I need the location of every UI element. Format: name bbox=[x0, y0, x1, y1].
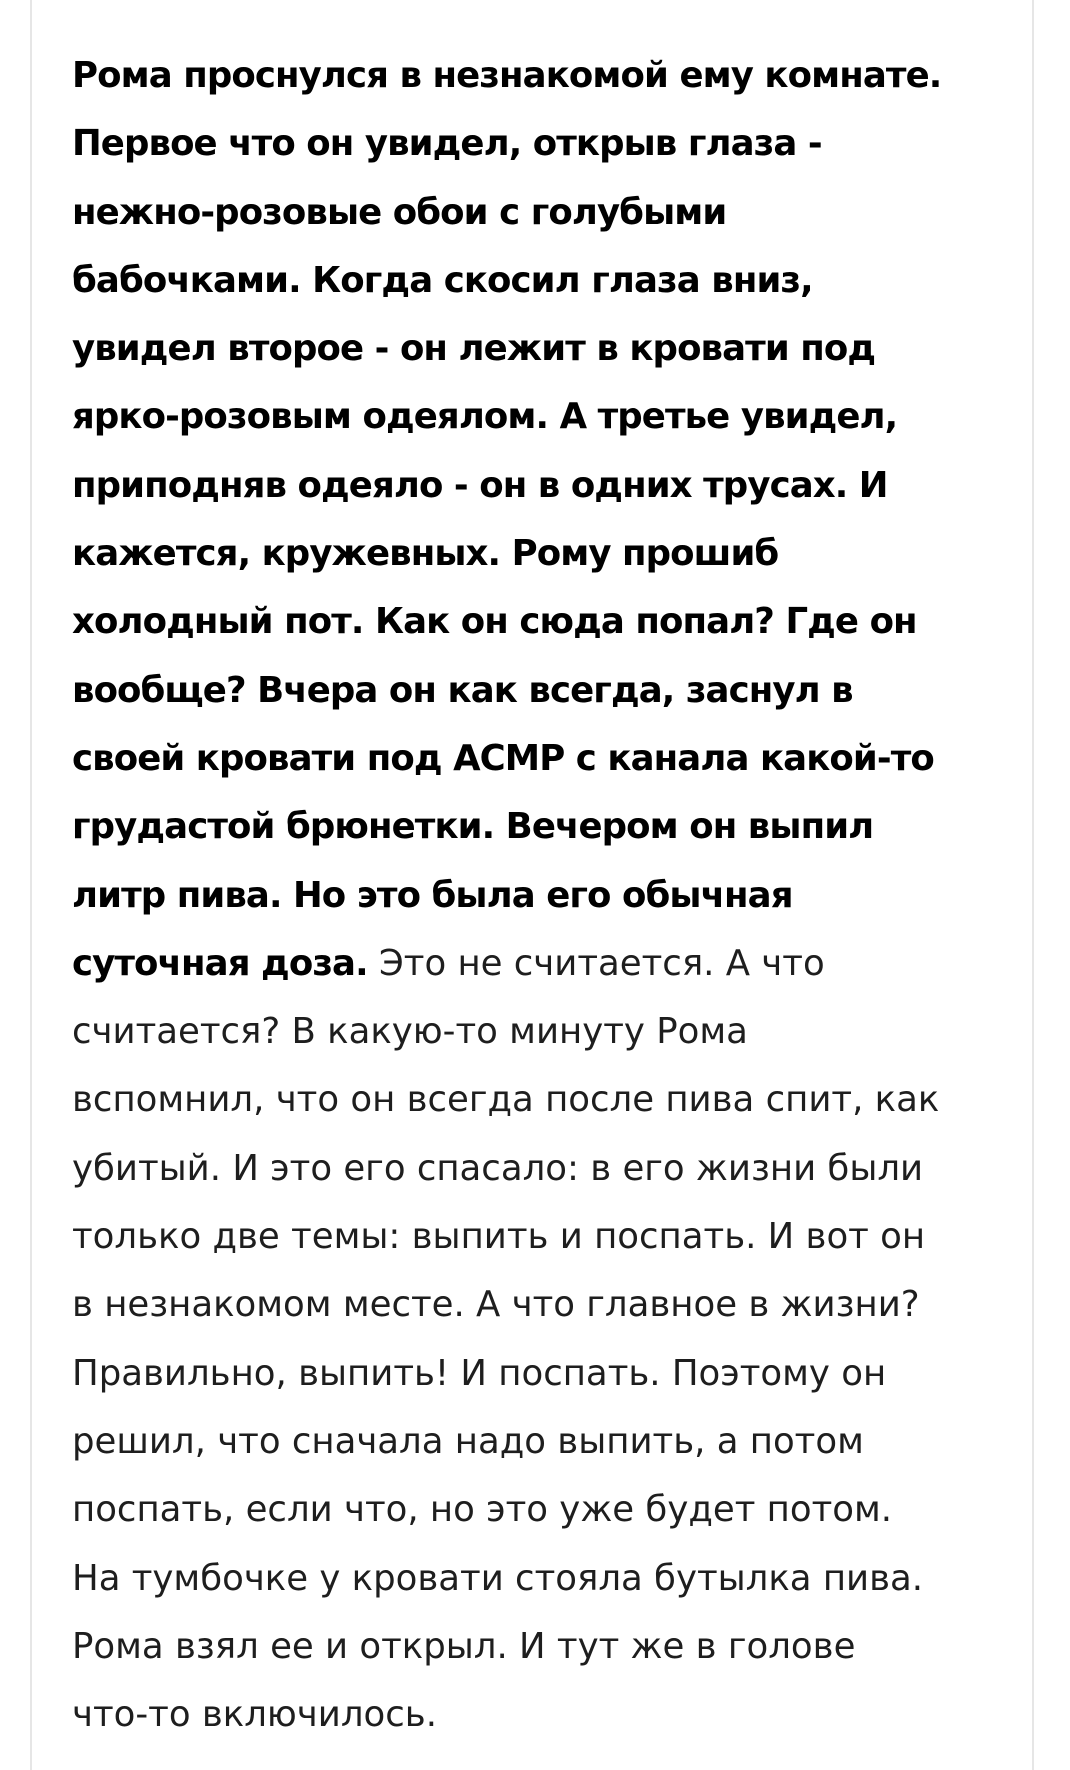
normal-fragment: Это не считается. А что bbox=[367, 942, 825, 984]
text-line: ярко-розовым одеялом. А третье увидел, bbox=[72, 396, 898, 438]
bold-fragment: суточная доза. bbox=[72, 942, 368, 984]
text-line: увидел второе - он лежит в кровати под bbox=[72, 328, 876, 370]
text-line: только две темы: выпить и поспать. И вот он bbox=[72, 1216, 926, 1258]
text-line: грудастой брюнетки. Вечером он выпил bbox=[72, 806, 874, 848]
text-line: вообще? Вчера он как всегда, заснул в bbox=[72, 669, 853, 711]
text-line: нежно-розовые обои с голубыми bbox=[72, 191, 727, 233]
text-line: поспать, если что, но это уже будет потом. bbox=[72, 1489, 893, 1531]
text-line: Рома взял ее и открыл. И тут же в голове bbox=[72, 1625, 856, 1667]
mixed-text-line bbox=[72, 930, 1032, 998]
text-line: приподняв одеяло - он в одних трусах. И bbox=[72, 464, 888, 506]
text-line: в незнакомом месте. А что главное в жизни? bbox=[72, 1284, 920, 1326]
text-line: На тумбочке у кровати стояла бутылка пива. bbox=[72, 1557, 924, 1599]
text-line: литр пива. Но это была его обычная bbox=[72, 874, 793, 916]
text-line: бабочками. Когда скосил глаза вниз, bbox=[72, 259, 813, 301]
text-line: Рома проснулся в незнакомой ему комнате. bbox=[72, 55, 942, 96]
text-line: холодный пот. Как он сюда попал? Где он bbox=[72, 601, 917, 643]
text-line: Правильно, выпить! И поспать. Поэтому он bbox=[72, 1352, 887, 1394]
text-line: что-то включилось. bbox=[72, 1694, 437, 1736]
text-line: Первое что он увидел, открыв глаза - bbox=[72, 123, 822, 165]
article-text bbox=[72, 42, 1032, 1749]
text-line: убитый. И это его спасало: в его жизни были bbox=[72, 1147, 924, 1189]
text-line: считается? В какую-то минуту Рома bbox=[72, 1011, 748, 1053]
text-line: вспомнил, что он всегда после пива спит, как bbox=[72, 1079, 940, 1121]
article-card bbox=[30, 0, 1034, 1770]
text-line: решил, что сначала надо выпить, а потом bbox=[72, 1420, 864, 1462]
text-line: своей кровати под АСМР с канала какой-то bbox=[72, 737, 934, 779]
text-line: кажется, кружевных. Рому прошиб bbox=[72, 533, 779, 575]
